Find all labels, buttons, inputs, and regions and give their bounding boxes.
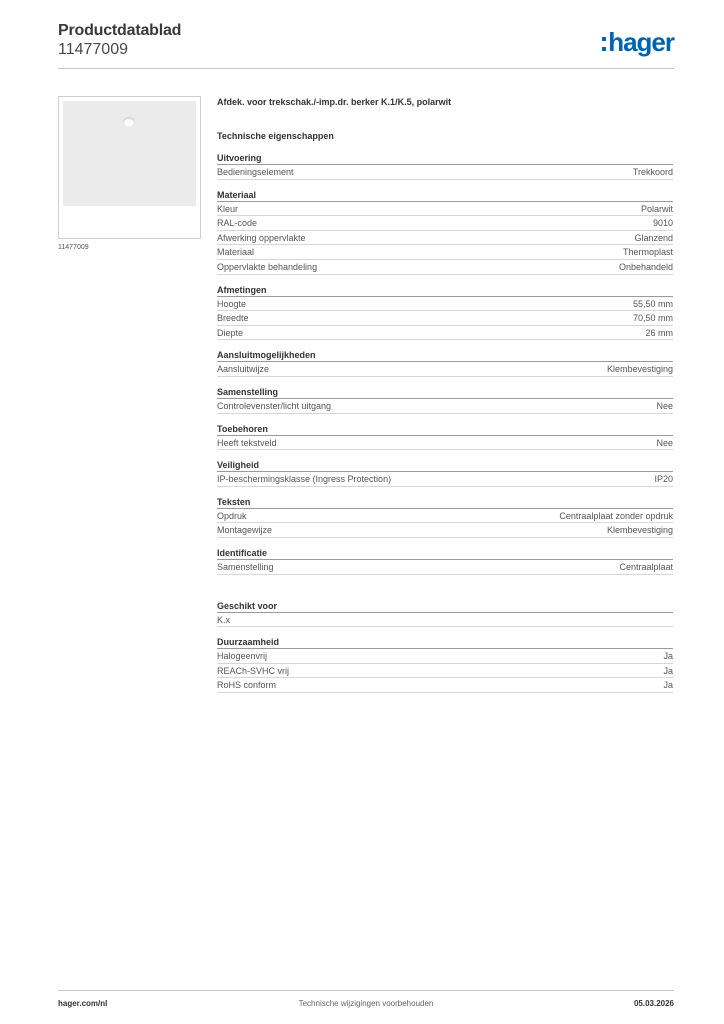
section-title: Veiligheid (217, 458, 673, 472)
spec-label: K.x (217, 614, 231, 625)
spec-row (217, 297, 673, 312)
section-title: Toebehoren (217, 422, 673, 436)
spec-value: Klembevestiging (606, 364, 673, 375)
spec-row (217, 649, 673, 664)
spec-row (217, 664, 673, 679)
spec-value: Thermoplast (622, 247, 673, 258)
spec-value: 70,50 mm (632, 313, 673, 324)
product-number: 11477009 (58, 41, 128, 58)
spec-value: Polarwit (640, 203, 673, 214)
spec-value: 55,50 mm (632, 298, 673, 309)
footer-website[interactable]: hager.com/nl (58, 999, 108, 1008)
spec-sections (217, 151, 673, 693)
spec-label: REACh-SVHC vrij (217, 665, 290, 676)
spec-value: 9010 (652, 218, 673, 229)
spec-value: Nee (656, 437, 673, 448)
section-title: Samenstelling (217, 385, 673, 399)
spec-section (217, 546, 673, 575)
spec-row (217, 165, 673, 180)
spec-section (217, 151, 673, 180)
spec-value: Nee (656, 400, 673, 411)
spec-value: Centraalplaat (619, 561, 673, 572)
spec-section (217, 495, 673, 538)
spec-value: 26 mm (645, 327, 673, 338)
spec-row (217, 202, 673, 217)
spec-value: Glanzend (634, 232, 673, 243)
spec-label: RAL-code (217, 218, 258, 229)
image-caption: 11477009 (58, 244, 89, 251)
page-footer (58, 990, 674, 1010)
section-title: Geschikt voor (217, 599, 673, 613)
spec-label: Bedieningselement (217, 167, 294, 177)
spec-label: Hoogte (217, 298, 247, 309)
spec-section (217, 385, 673, 414)
section-title: Materiaal (217, 188, 673, 202)
section-title: Uitvoering (217, 151, 673, 165)
section-title: Aansluitmogelijkheden (217, 348, 673, 362)
spec-row (217, 678, 673, 693)
spec-label: Opdruk (217, 510, 247, 521)
spec-value: Trekkoord (632, 167, 673, 177)
product-name: Afdek. voor trekschak./-imp.dr. berker K.1/K.5, polarwit (217, 97, 452, 107)
spec-label: RoHS conform (217, 680, 277, 691)
spec-row (217, 613, 673, 628)
spec-label: Heeft tekstveld (217, 437, 277, 448)
spec-row (217, 436, 673, 451)
spec-section (217, 283, 673, 341)
tech-heading: Technische eigenschappen (217, 131, 334, 141)
spec-value: IP20 (654, 474, 673, 485)
spec-section (217, 458, 673, 487)
spec-row (217, 399, 673, 414)
spec-row (217, 231, 673, 246)
spec-row (217, 311, 673, 326)
spec-value: Onbehandeld (618, 261, 673, 272)
spec-label: Samenstelling (217, 561, 274, 572)
spec-row (217, 509, 673, 524)
spec-label: Halogeenvrij (217, 651, 268, 662)
spec-label: Kleur (217, 203, 239, 214)
spec-row (217, 326, 673, 341)
spec-content (217, 95, 673, 693)
product-image (58, 96, 201, 239)
cord-hole-icon (123, 117, 135, 127)
spec-label: Aansluitwijze (217, 364, 270, 375)
logo-text: hager (608, 27, 674, 57)
section-title: Afmetingen (217, 283, 673, 297)
spec-row (217, 260, 673, 275)
spec-label: Controlevenster/licht uitgang (217, 400, 332, 411)
hager-logo (602, 26, 674, 58)
spec-value: Ja (663, 651, 673, 662)
spec-label: Breedte (217, 313, 249, 324)
spec-row (217, 216, 673, 231)
document-title: Productdatablad (58, 22, 182, 39)
spec-row (217, 472, 673, 487)
spec-section (217, 188, 673, 275)
spec-label: Afwerking oppervlakte (217, 232, 306, 243)
spec-label: Montagewijze (217, 525, 273, 536)
header-divider (58, 68, 674, 69)
spec-value: Klembevestiging (606, 525, 673, 536)
spec-section (217, 422, 673, 451)
section-title: Identificatie (217, 546, 673, 560)
spec-label: Diepte (217, 327, 244, 338)
footer-notice: Technische wijzigingen voorbehouden (298, 999, 434, 1008)
spec-value: Centraalplaat zonder opdruk (559, 510, 673, 521)
spec-label: IP-beschermingsklasse (Ingress Protection) (217, 474, 392, 485)
spec-section (217, 348, 673, 377)
spec-row (217, 362, 673, 377)
spec-section (217, 635, 673, 693)
spec-row (217, 560, 673, 575)
logo-colon-icon (602, 37, 606, 51)
footer-date: 05.03.2026 (633, 999, 674, 1008)
spec-label: Materiaal (217, 247, 255, 258)
section-title: Duurzaamheid (217, 635, 673, 649)
spec-label: Oppervlakte behandeling (217, 261, 318, 272)
section-title: Teksten (217, 495, 673, 509)
page-header (58, 20, 674, 68)
spec-value: Ja (663, 665, 673, 676)
spec-value: Ja (663, 680, 673, 691)
cover-plate-image (63, 101, 196, 206)
spec-row (217, 245, 673, 260)
spec-row (217, 523, 673, 538)
spec-section (217, 599, 673, 628)
